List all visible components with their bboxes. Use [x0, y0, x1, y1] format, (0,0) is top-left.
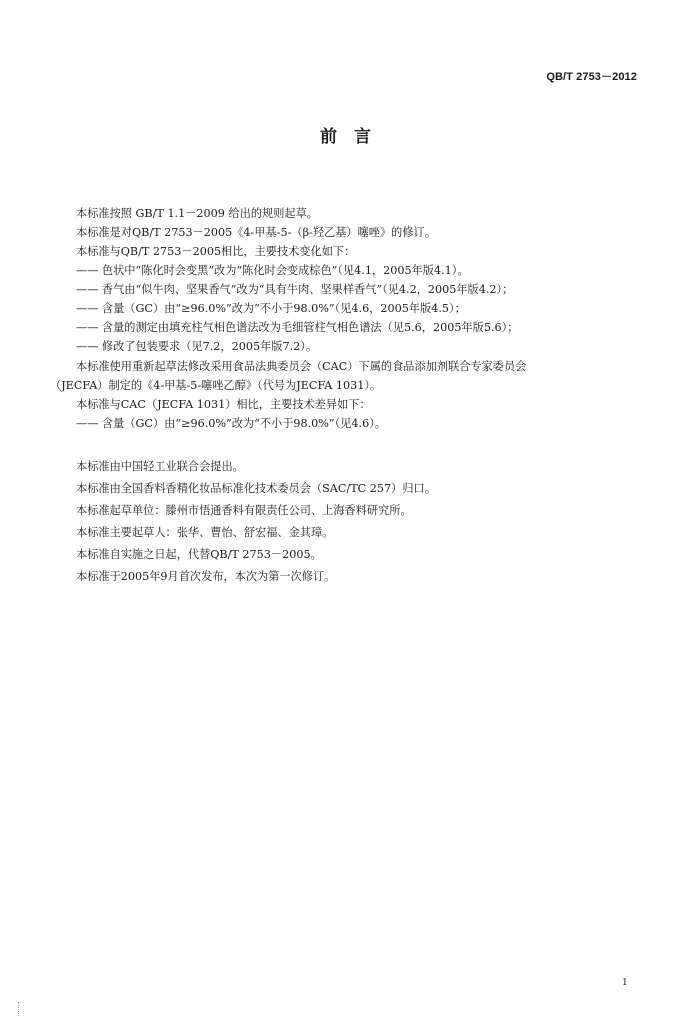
paragraph-line: 本标准按照 GB/T 1.1－2009 给出的规则起草。: [76, 207, 318, 220]
list-item: —— 含量（GC）由“≥96.0%”改为“不小于98.0%”（见4.6，2005年版4.5）；: [76, 302, 466, 315]
list-item: —— 修改了包装要求（见7.2，2005年版7.2）。: [76, 340, 318, 353]
paragraph-line: 本标准使用重新起草法修改采用食品法典委员会（CAC）下属的食品添加剂联合专家委员会: [76, 360, 527, 373]
page-number: 1: [622, 976, 628, 988]
list-item: —— 色状中“陈化时会变黑”改为“陈化时会变成棕色”（见4.1，2005年版4.1）。: [76, 264, 469, 277]
page-title: 前 言: [320, 127, 371, 147]
paragraph-line: 本标准自实施之日起，代替QB/T 2753－2005。: [76, 548, 322, 561]
paragraph-line: 本标准由全国香料香精化妆品标准化技术委员会（SAC/TC 257）归口。: [76, 482, 436, 495]
paragraph-line: 本标准主要起草人：张华、曹怡、舒宏福、金其璋。: [76, 526, 334, 539]
scan-artifact: [18, 1002, 27, 1016]
paragraph-line: （JECFA）制定的《4-甲基-5-噻唑乙醇》（代号为JECFA 1031）。: [50, 379, 382, 392]
paragraph-line: 本标准与QB/T 2753－2005相比，主要技术变化如下：: [76, 245, 356, 258]
list-item: —— 香气由“似牛肉、坚果香气”改为“具有牛肉、坚果样香气”（见4.2，2005年版4.2）；: [76, 283, 514, 296]
paragraph-line: 本标准由中国轻工业联合会提出。: [76, 460, 244, 473]
paragraph-line: 本标准是对QB/T 2753－2005《4-甲基-5-（β-羟乙基）噻唑》的修订。: [76, 226, 436, 239]
paragraph-line: 本标准与CAC（JECFA 1031）相比，主要技术差异如下：: [76, 398, 371, 411]
paragraph-line: 本标准于2005年9月首次发布，本次为第一次修订。: [76, 570, 336, 583]
list-item: —— 含量（GC）由“≥96.0%”改为“不小于98.0%”（见4.6）。: [76, 417, 386, 430]
list-item: —— 含量的测定由填充柱气相色谱法改为毛细管柱气相色谱法（见5.6，2005年版5.6）；: [76, 321, 519, 334]
paragraph-line: 本标准起草单位：滕州市悟通香料有限责任公司、上海香料研究所。: [76, 504, 412, 517]
standard-number: QB/T 2753－2012: [546, 71, 637, 83]
